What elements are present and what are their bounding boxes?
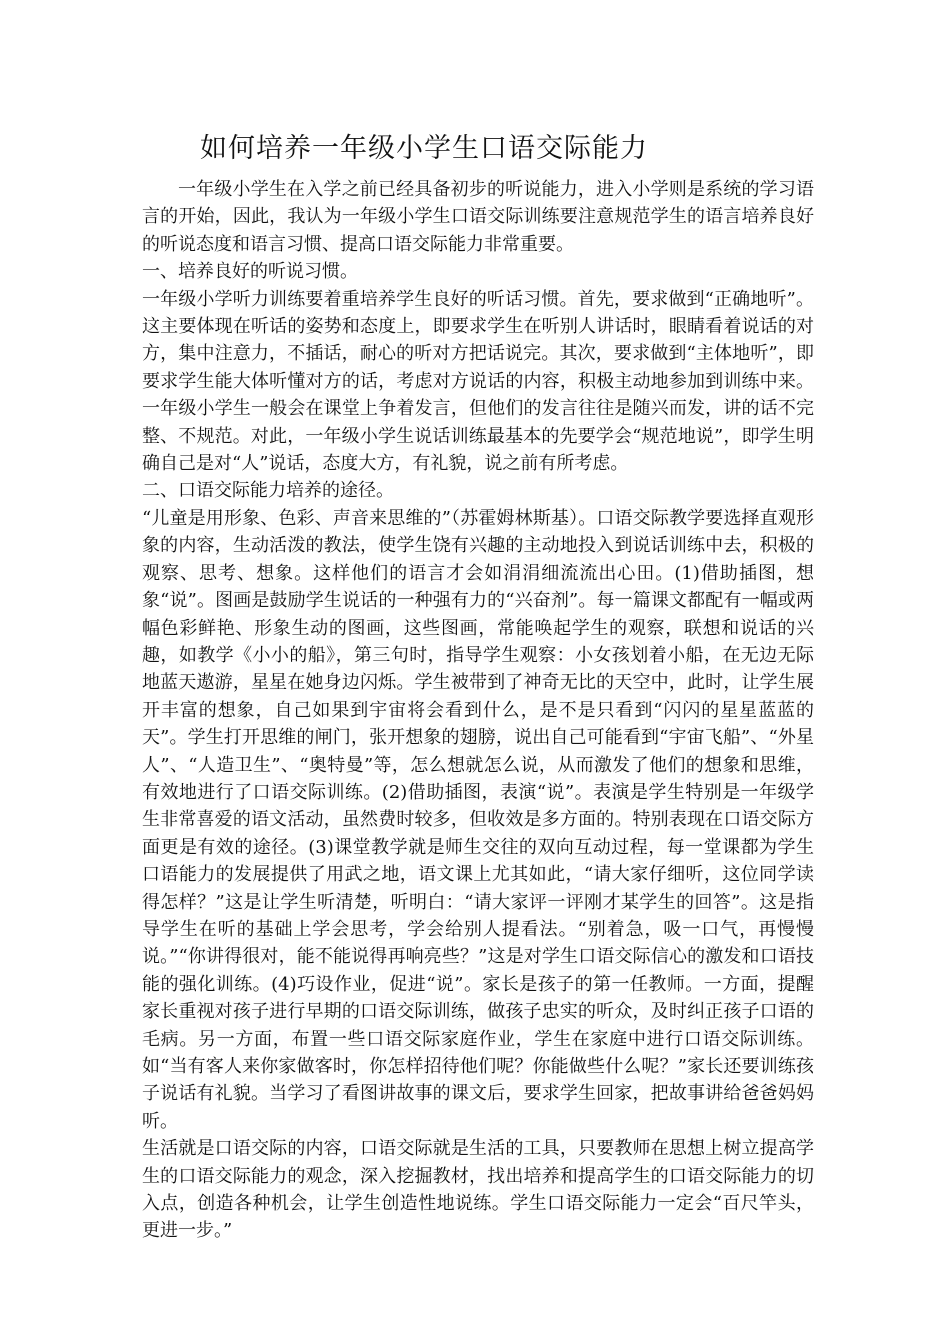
section-heading-2: 二、口语交际能力培养的途径。 xyxy=(142,480,394,502)
section-heading-1: 一、培养良好的听说习惯。 xyxy=(142,261,358,283)
document-body xyxy=(142,128,814,1245)
section-1-paragraph: 一年级小学听力训练要着重培养学生良好的听话习惯。首先，要求做到“正确地听”。这主要体现在听话的姿势和态度上，即要求学生在听别人讲话时，眼睛看着说话的对方，集中注意力，不插话，耐心的听对方把话说完。其次，要求做到“主体地听”，即要求学生能大体听懂对方的话，考虑对方说话的内容，积极主动地参加到训练中来。一年级小学生一般会在课堂上争着发言，但他们的发言往往是随兴而发，讲的话不完整、不规范。对此，一年级小学生说话训练最基本的先要学会“规范地说”，即学生明确自己是对“人”说话，态度大方，有礼貌，说之前有所考虑。 xyxy=(142,288,814,475)
conclusion-paragraph: 生活就是口语交际的内容，口语交际就是生活的工具，只要教师在思想上树立提高学生的口语交际能力的观念，深入挖掘教材，找出培养和提高学生的口语交际能力的切入点，创造各种机会，让学生创造性地说练。学生口语交际能力一定会“百尺竿头，更进一步。” xyxy=(142,1138,814,1242)
page-title: 如何培养一年级小学生口语交际能力 xyxy=(200,133,648,164)
intro-paragraph: 一年级小学生在入学之前已经具备初步的听说能力，进入小学则是系统的学习语言的开始，因此，我认为一年级小学生口语交际训练要注意规范学生的语言培养良好的听说态度和语言习惯、提高口语交际能力非常重要。 xyxy=(142,179,814,255)
section-2-paragraph: “儿童是用形象、色彩、声音来思维的”（苏霍姆林斯基）。口语交际教学要选择直观形象的内容，生动活泼的教法，使学生饶有兴趣的主动地投入到说话训练中去，积极的观察、思考、想象。这样他们的语言才会如涓涓细流流出心田。(1)借助插图，想象“说”。图画是鼓励学生说话的一种强有力的“兴奋剂”。每一篇课文都配有一幅或两幅色彩鲜艳、形象生动的图画，这些图画，常能唤起学生的观察，联想和说话的兴趣，如教学《小小的船》，第三句时，指导学生观察：小女孩划着小船，在无边无际地蓝天遨游，星星在她身边闪烁。学生被带到了神奇无比的天空中，此时，让学生展开丰富的想象，自己如果到宇宙将会看到什么，是不是只看到“闪闪的星星蓝蓝的天”。学生打开思维的闸门，张开想象的翅膀，说出自己可能看到“宇宙飞船”、“外星人”、“人造卫生”、“奥特曼”等，怎么想就怎么说，从而激发了他们的想象和思维，有效地进行了口语交际训练。(2)借助插图，表演“说”。表演是学生特别是一年级学生非常喜爱的语文活动，虽然费时较多，但收效是多方面的。特别表现在口语交际方面更是有效的途径。(3)课堂教学就是师生交往的双向互动过程，每一堂课都为学生口语能力的发展提供了用武之地，语文课上尤其如此，“请大家仔细听，这位同学读得怎样？”这是让学生听清楚，听明白：“请大家评一评刚才某学生的回答”。这是指导学生在听的基础上学会思考，学会给别人提看法。“别着急，吸一口气，再慢慢说。”“你讲得很对，能不能说得再响亮些？”这是对学生口语交际信心的激发和口语技能的强化训练。(4)巧设作业，促进“说”。家长是孩子的第一任教师。一方面，提醒家长重视对孩子进行早期的口语交际训练，做孩子忠实的听众，及时纠正孩子口语的毛病。另一方面，布置一些口语交际家庭作业，学生在家庭中进行口语交际训练。如“当有客人来你家做客时，你怎样招待他们呢？你能做些什么呢？”家长还要训练孩子说话有礼貌。当学习了看图讲故事的课文后，要求学生回家，把故事讲给爸爸妈妈听。 xyxy=(142,507,814,1132)
